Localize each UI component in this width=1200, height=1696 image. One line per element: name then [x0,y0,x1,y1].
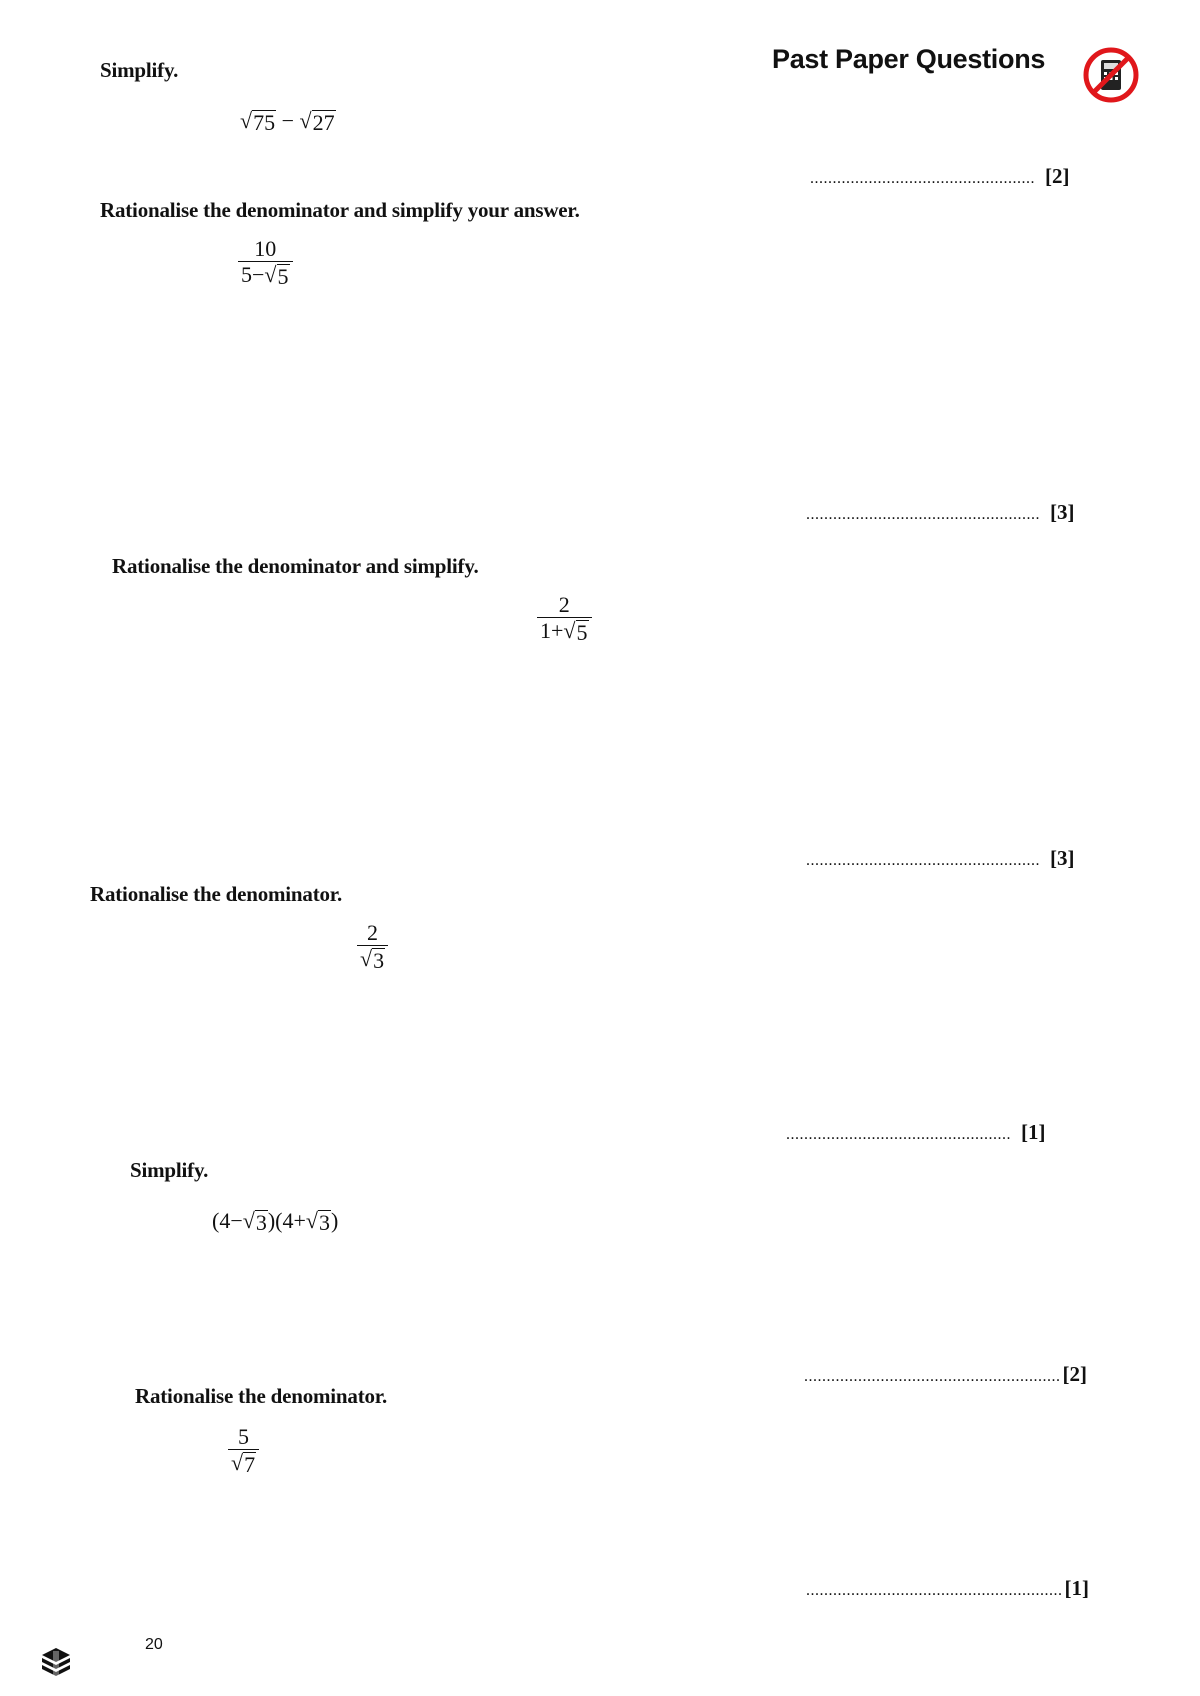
page-title: Past Paper Questions [772,44,1046,74]
question-1-instruction: Simplify. [100,58,179,82]
question-3-marks: [3] [1050,846,1075,870]
question-2-marks: [3] [1050,500,1075,524]
question-1-marks: [2] [1045,164,1070,188]
publisher-logo-icon [40,1646,72,1680]
question-5-marks: [2] [1062,1362,1087,1386]
question-5-instruction: Simplify. [130,1158,209,1182]
question-6-answer-line[interactable]: ......................................................... [1] [806,1576,1089,1600]
question-3-instruction: Rationalise the denominator and simplify. [112,554,479,578]
sqrt-27: √ 27 [299,108,335,135]
question-1-answer-line[interactable]: .................................................. [2] [810,164,1070,188]
question-4-answer-line[interactable]: .................................................. [1] [786,1120,1046,1144]
question-6-fraction: 5 √ 7 [228,1424,259,1476]
question-6-instruction: Rationalise the denominator. [135,1384,388,1408]
question-3-fraction: 2 1+ √ 5 [537,592,592,644]
question-6-marks: [1] [1064,1576,1089,1600]
question-2-instruction: Rationalise the denominator and simplify your answer. [100,198,580,222]
question-5-expression: (4− √ 3 )(4+ √ 3 ) [212,1208,339,1235]
question-1-expression: √ 75 − √ 27 [240,108,335,135]
question-4-fraction: 2 √ 3 [357,920,388,972]
no-calculator-icon [1082,46,1140,104]
question-4-marks: [1] [1021,1120,1046,1144]
question-5-answer-line[interactable]: ......................................................... [2] [804,1362,1087,1386]
sqrt-75: √ 75 [240,108,276,135]
question-2-fraction: 10 5− √ 5 [238,236,293,288]
question-2-answer-line[interactable]: .................................................... [3] [806,500,1075,524]
question-4-instruction: Rationalise the denominator. [90,882,343,906]
question-3-answer-line[interactable]: .................................................... [3] [806,846,1075,870]
page-number: 20 [145,1636,163,1653]
